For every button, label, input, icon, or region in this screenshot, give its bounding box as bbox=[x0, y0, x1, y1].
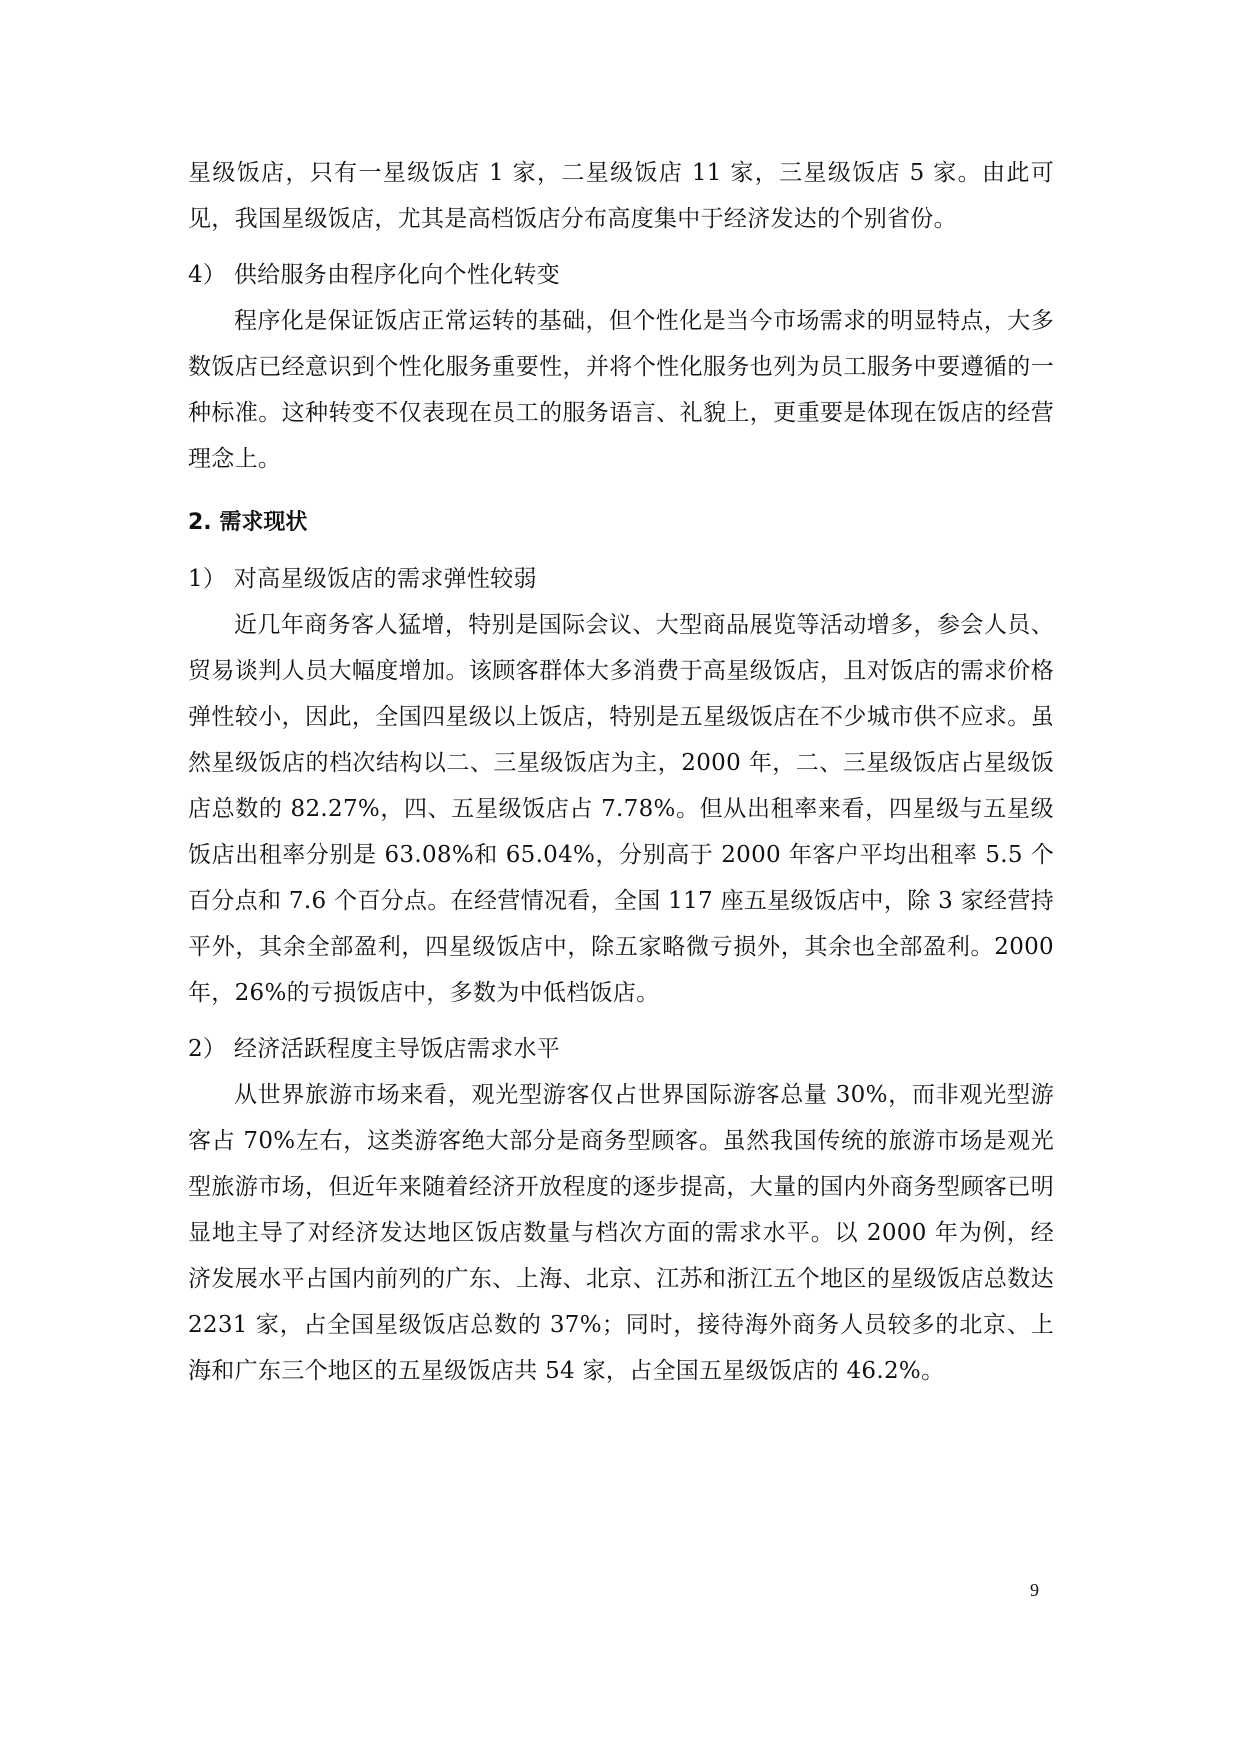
item-2-heading: 2） 经济活跃程度主导饭店需求水平 bbox=[188, 1036, 561, 1062]
item-2-body: 从世界旅游市场来看，观光型游客仅占世界国际游客总量 30%，而非观光型游客占 70%左右，这类游客绝大部分是商务型顾客。虽然我国传统的旅游市场是观光型旅游市场，但近年来随着经济开放程度的逐步提高，大量的国内外商务型顾客已明显地主导了对经济发达地区饭店数量与档次方面的需求水平。以 2000 年为例，经济发展水平占国内前列的广东、上海、北京、江苏和浙江五个地区的星级饭店总数达 2231 家，占全国星级饭店总数的 37%；同时，接待海外商务人员较多的北京、上海和广东三个地区的五星级饭店共 54 家，占全国五星级饭店的 46.2%。 bbox=[188, 1082, 1054, 1384]
item-4-heading: 4） 供给服务由程序化向个性化转变 bbox=[188, 262, 561, 288]
document-page bbox=[188, 150, 1054, 1394]
item-4-body: 程序化是保证饭店正常运转的基础，但个性化是当今市场需求的明显特点，大多数饭店已经意识到个性化服务重要性，并将个性化服务也列为员工服务中要遵循的一种标准。这种转变不仅表现在员工的服务语言、礼貌上，更重要是体现在饭店的经营理念上。 bbox=[188, 308, 1054, 472]
item-1-heading: 1） 对高星级饭店的需求弹性较弱 bbox=[188, 566, 537, 592]
continued-paragraph: 星级饭店，只有一星级饭店 1 家，二星级饭店 11 家，三星级饭店 5 家。由此可见，我国星级饭店，尤其是高档饭店分布高度集中于经济发达的个别省份。 bbox=[188, 160, 1054, 232]
item-1-body: 近几年商务客人猛增，特别是国际会议、大型商品展览等活动增多，参会人员、贸易谈判人员大幅度增加。该顾客群体大多消费于高星级饭店，且对饭店的需求价格弹性较小，因此，全国四星级以上饭店，特别是五星级饭店在不少城市供不应求。虽然星级饭店的档次结构以二、三星级饭店为主，2000 年，二、三星级饭店占星级饭店总数的 82.27%，四、五星级饭店占 7.78%。但从出租率来看，四星级与五星级饭店出租率分别是 63.08%和 65.04%，分别高于 2000 年客户平均出租率 5.5 个百分点和 7.6 个百分点。在经营情况看，全国 117 座五星级饭店中，除 3 家经营持平外，其余全部盈利，四星级饭店中，除五家略微亏损外，其余也全部盈利。2000 年，26%的亏损饭店中，多数为中低档饭店。 bbox=[188, 612, 1054, 1006]
section-2-heading: 2. 需求现状 bbox=[188, 510, 308, 535]
page-number: 9 bbox=[1030, 1580, 1039, 1600]
